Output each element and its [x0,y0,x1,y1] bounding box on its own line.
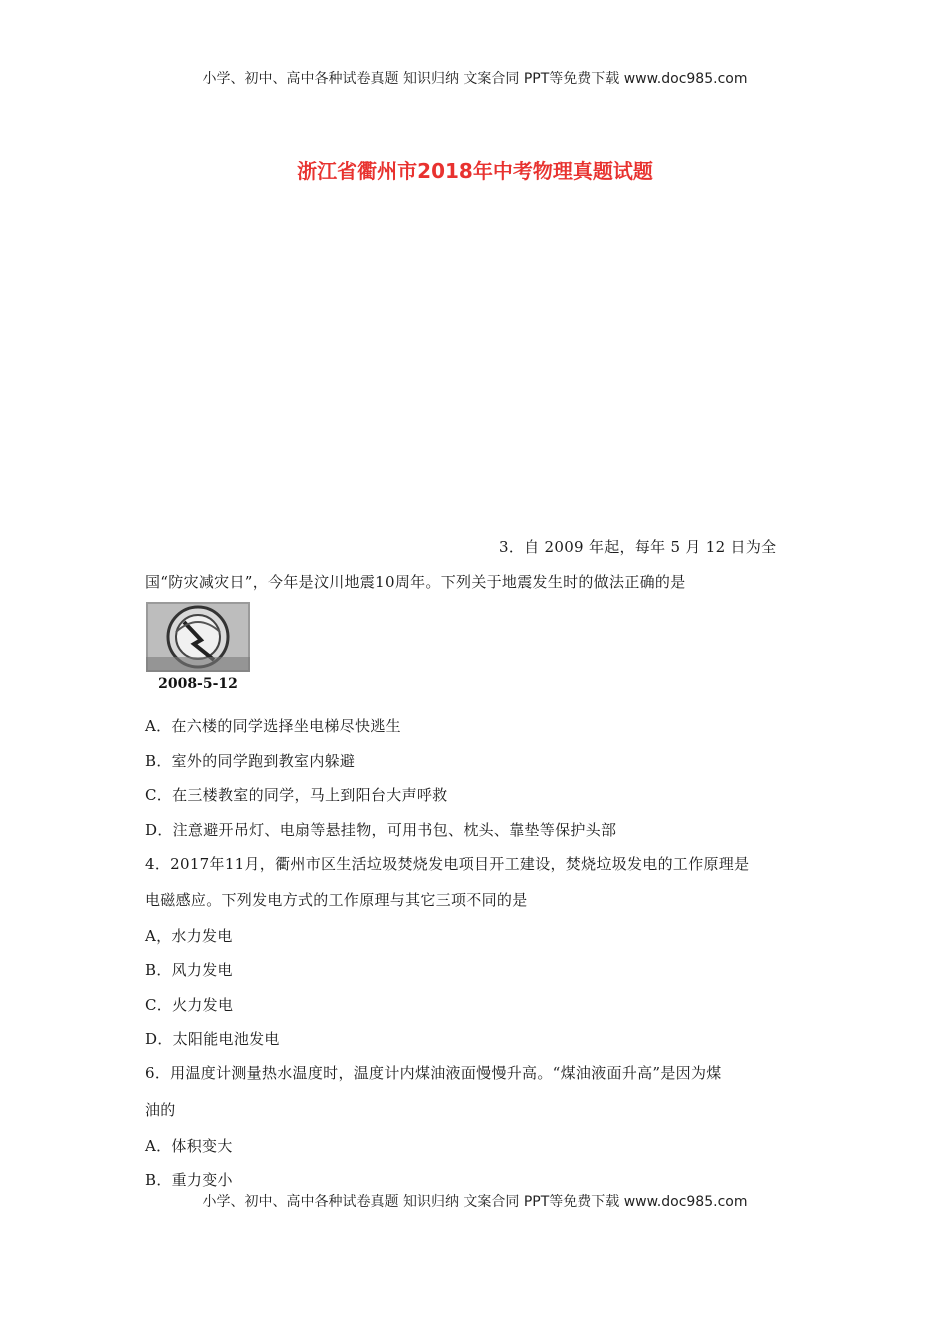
stamp-caption: 2008-5-12 [158,676,238,692]
question-6-line-2: 油的 [145,1101,176,1119]
page-header: 小学、初中、高中各种试卷真题 知识归纳 文案合同 PPT等免费下载 www.doc985.com [202,71,748,87]
question-4-option-d: D．太阳能电池发电 [145,1030,280,1048]
question-3-option-d: D．注意避开吊灯、电扇等悬挂物，可用书包、枕头、靠垫等保护头部 [145,821,617,839]
question-4-option-c: C．火力发电 [145,996,234,1014]
question-4-line-2: 电磁感应。下列发电方式的工作原理与其它三项不同的是 [145,891,528,909]
question-4-line-1: 4．2017年11月，衢州市区生活垃圾焚烧发电项目开工建设，焚烧垃圾发电的工作原理是 [145,855,750,873]
question-3-option-c: C．在三楼教室的同学，马上到阳台大声呼救 [145,786,448,804]
question-3-line-1: 3．自 2009 年起，每年 5 月 12 日为全 [499,538,777,556]
question-3-option-a: A．在六楼的同学选择坐电梯尽快逃生 [145,717,401,735]
question-6-option-b: B．重力变小 [145,1171,233,1189]
question-4-option-b: B．风力发电 [145,961,233,979]
question-4-option-a: A，水力发电 [145,927,233,945]
question-3-option-b: B．室外的同学跑到教室内躲避 [145,752,356,770]
document-title: 浙江省衢州市2018年中考物理真题试题 [297,159,653,183]
question-6-option-a: A．体积变大 [145,1137,233,1155]
question-6-line-1: 6．用温度计测量热水温度时，温度计内煤油液面慢慢升高。“煤油液面升高”是因为煤 [145,1064,722,1082]
page-footer: 小学、初中、高中各种试卷真题 知识归纳 文案合同 PPT等免费下载 www.doc985.com [202,1194,748,1210]
earthquake-commemorative-stamp [146,602,250,696]
question-3-line-2: 国“防灾减灾日”，今年是汶川地震10周年。下列关于地震发生时的做法正确的是 [145,573,686,591]
